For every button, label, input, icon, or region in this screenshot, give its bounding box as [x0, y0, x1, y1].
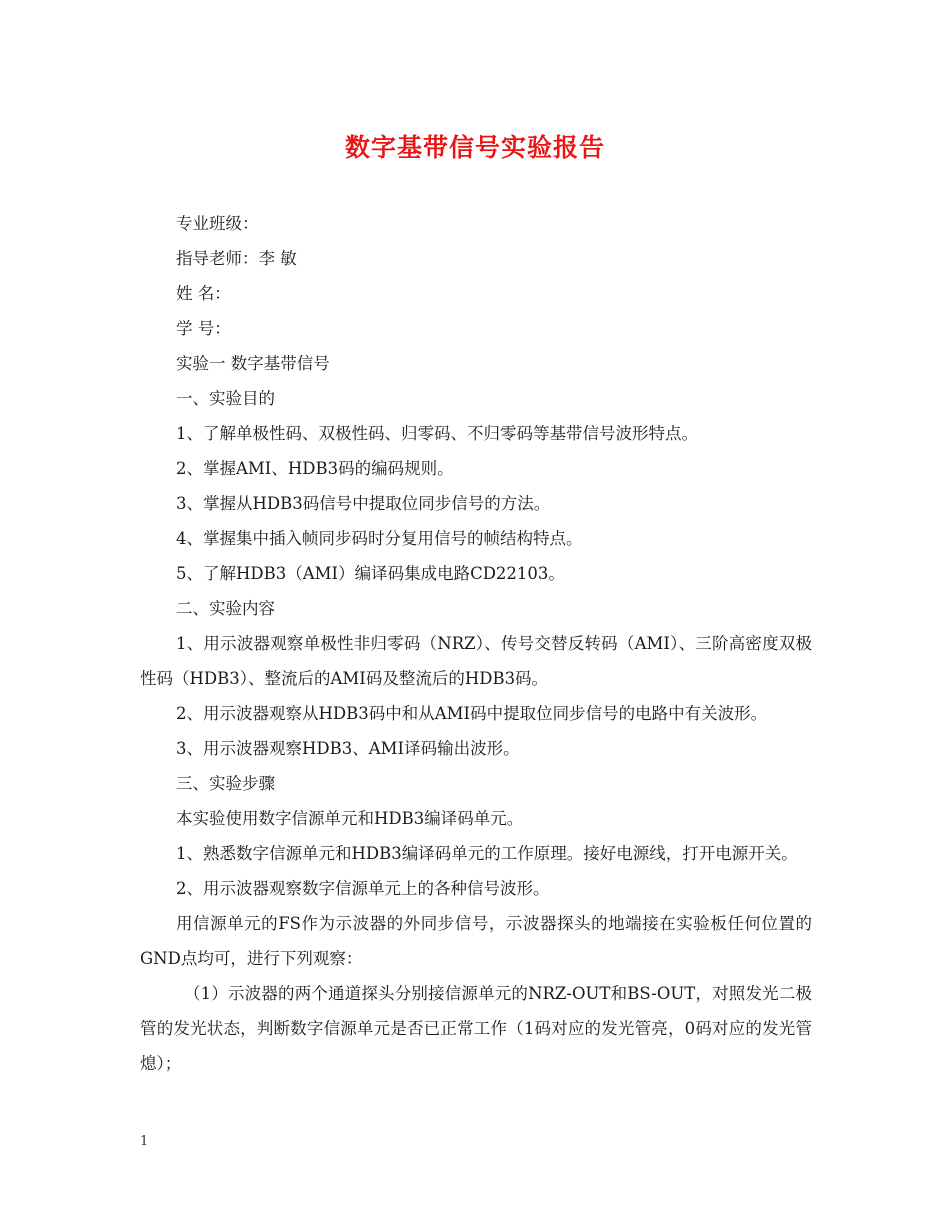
objective-item: 1、了解单极性码、双极性码、归零码、不归零码等基带信号波形特点。 [176, 424, 698, 443]
document-title: 数字基带信号实验报告 [344, 133, 605, 162]
steps-intro: 本实验使用数字信源单元和HDB3编译码单元。 [176, 809, 524, 828]
experiment-title: 实验一 数字基带信号 [176, 354, 330, 373]
objective-item: 3、掌握从HDB3码信号中提取位同步信号的方法。 [176, 494, 551, 513]
step-item: 1、熟悉数字信源单元和HDB3编译码单元的工作原理。接好电源线，打开电源开关。 [176, 844, 798, 863]
step-item: 2、用示波器观察数字信源单元上的各种信号波形。 [176, 879, 550, 898]
objective-item: 5、了解HDB3（AMI）编译码集成电路CD22103。 [176, 564, 565, 583]
step-paragraph: 用信源单元的FS作为示波器的外同步信号，示波器探头的地端接在实验板任何位置的GND点均可，进行下列观察： [140, 914, 812, 968]
header-field-class: 专业班级： [176, 214, 259, 233]
step-sub-item: （1）示波器的两个通道探头分别接信源单元的NRZ-OUT和BS-OUT，对照发光二极管的发光状态，判断数字信源单元是否已正常工作（1码对应的发光管亮，0码对应的发光管熄）； [140, 984, 812, 1073]
content-item: 1、用示波器观察单极性非归零码（NRZ）、传号交替反转码（AMI）、三阶高密度双极性码（HDB3）、整流后的AMI码及整流后的HDB3码。 [140, 634, 812, 688]
header-field-student-id: 学 号： [176, 319, 231, 338]
objective-item: 2、掌握AMI、HDB3码的编码规则。 [176, 459, 454, 478]
section-heading-steps: 三、实验步骤 [176, 774, 275, 793]
section-heading-objectives: 一、实验目的 [176, 389, 275, 408]
header-field-name: 姓 名： [176, 284, 231, 303]
content-item: 2、用示波器观察从HDB3码中和从AMI码中提取位同步信号的电路中有关波形。 [176, 704, 768, 723]
content-item: 3、用示波器观察HDB3、AMI译码输出波形。 [176, 739, 520, 758]
document-body [140, 206, 812, 1081]
page-number: 1 [140, 1134, 149, 1149]
objective-item: 4、掌握集中插入帧同步码时分复用信号的帧结构特点。 [176, 529, 583, 548]
header-field-advisor: 指导老师：李 敏 [176, 249, 297, 268]
section-heading-content: 二、实验内容 [176, 599, 275, 618]
